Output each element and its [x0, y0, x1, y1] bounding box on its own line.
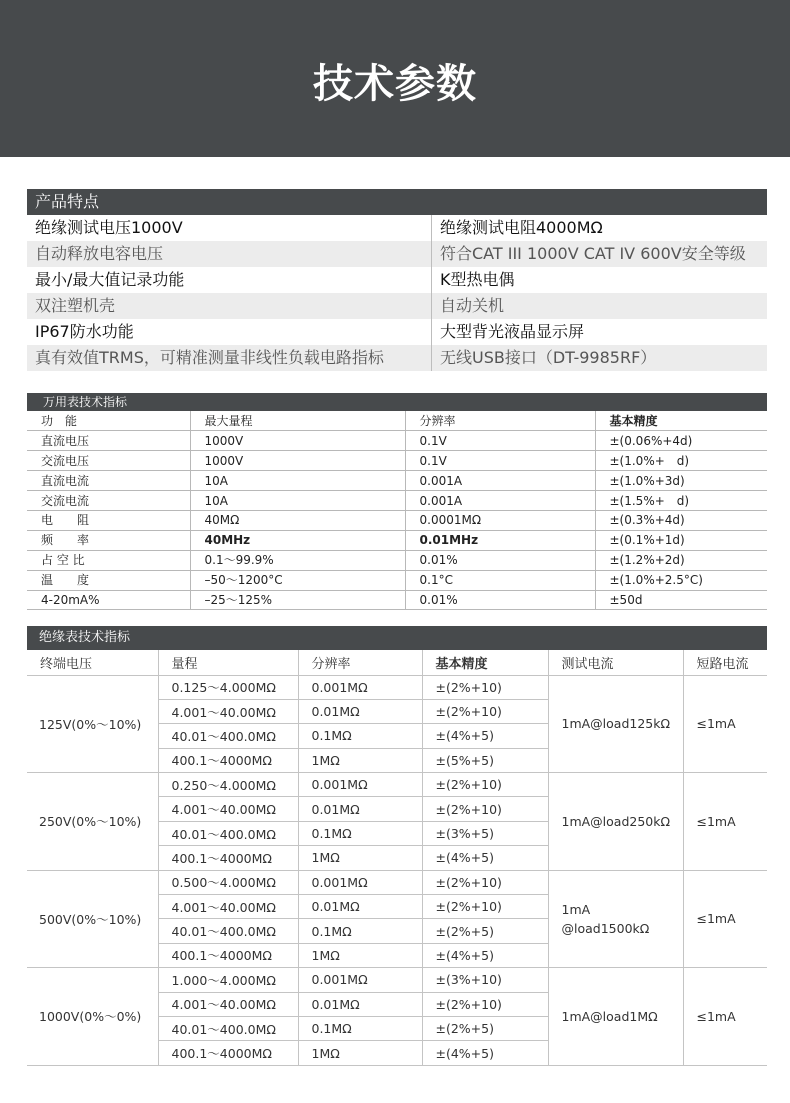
- insulation-section: [27, 626, 767, 1066]
- table-cell: 0.1MΩ: [298, 724, 422, 748]
- column-header: 分辨率: [405, 411, 595, 431]
- table-cell: ±(1.2%+2d): [595, 550, 767, 570]
- table-cell: 0.001MΩ: [298, 675, 422, 699]
- table-cell: 0.01MHz: [405, 530, 595, 550]
- table-cell: 0.01MΩ: [298, 992, 422, 1016]
- table-cell: 0.125～4.000MΩ: [158, 675, 298, 699]
- table-cell: ±(0.3%+4d): [595, 510, 767, 530]
- feature-item: 绝缘测试电压1000V: [27, 215, 432, 241]
- test-current: 1mA@load1MΩ: [548, 968, 683, 1066]
- table-cell: 0.01%: [405, 550, 595, 570]
- column-header: 最大量程: [190, 411, 405, 431]
- table-cell: –50～1200°C: [190, 570, 405, 590]
- column-header: 基本精度: [595, 411, 767, 431]
- table-cell: 1000V: [190, 451, 405, 471]
- short-circuit-current: ≤1mA: [683, 968, 767, 1066]
- table-cell: 0.1V: [405, 451, 595, 471]
- table-cell: ±(2%+10): [422, 992, 548, 1016]
- table-row: [27, 968, 767, 992]
- table-row: [27, 431, 767, 451]
- table-cell: 1MΩ: [298, 1041, 422, 1065]
- table-cell: ±(2%+5): [422, 1016, 548, 1040]
- multimeter-section: [27, 393, 767, 610]
- table-cell: 0.1MΩ: [298, 919, 422, 943]
- feature-row: [27, 241, 767, 267]
- test-current: 1mA@load250kΩ: [548, 773, 683, 871]
- feature-item: K型热电偶: [440, 270, 515, 289]
- table-cell: ±(2%+10): [422, 773, 548, 797]
- table-cell: 1MΩ: [298, 846, 422, 870]
- table-cell: ±(2%+10): [422, 699, 548, 723]
- table-row: [27, 570, 767, 590]
- terminal-voltage: 250V(0%～10%): [27, 773, 158, 871]
- table-cell: 交流电压: [27, 451, 190, 471]
- table-cell: ±(0.1%+1d): [595, 530, 767, 550]
- table-cell: ±(5%+5): [422, 748, 548, 772]
- table-cell: 0.001MΩ: [298, 870, 422, 894]
- column-header: 分辨率: [298, 650, 422, 675]
- table-cell: 4.001～40.00MΩ: [158, 895, 298, 919]
- feature-row: [27, 345, 767, 371]
- table-cell: 4.001～40.00MΩ: [158, 797, 298, 821]
- table-cell: 0.1MΩ: [298, 821, 422, 845]
- multimeter-heading: 万用表技术指标: [27, 393, 767, 411]
- table-cell: ±50d: [595, 590, 767, 610]
- title-banner: [0, 0, 790, 157]
- table-cell: 电 阻: [27, 510, 190, 530]
- column-header: 终端电压: [27, 650, 158, 675]
- table-row: [27, 773, 767, 797]
- feature-item: 绝缘测试电阻4000MΩ: [440, 218, 603, 237]
- terminal-voltage: 500V(0%～10%): [27, 870, 158, 968]
- table-cell: 1MΩ: [298, 943, 422, 967]
- feature-row: [27, 215, 767, 241]
- table-cell: 40.01～400.0MΩ: [158, 821, 298, 845]
- table-cell: –25～125%: [190, 590, 405, 610]
- table-row: [27, 451, 767, 471]
- feature-row: [27, 319, 767, 345]
- table-cell: 频 率: [27, 530, 190, 550]
- table-cell: 1000V: [190, 431, 405, 451]
- table-cell: 10A: [190, 471, 405, 491]
- table-cell: 0.001MΩ: [298, 968, 422, 992]
- table-cell: 1.000～4.000MΩ: [158, 968, 298, 992]
- table-cell: 0.500～4.000MΩ: [158, 870, 298, 894]
- table-cell: ±(2%+10): [422, 895, 548, 919]
- table-cell: ±(4%+5): [422, 724, 548, 748]
- column-header: 测试电流: [548, 650, 683, 675]
- table-cell: 400.1～4000MΩ: [158, 943, 298, 967]
- table-cell: 0.01MΩ: [298, 699, 422, 723]
- column-header: 基本精度: [422, 650, 548, 675]
- table-cell: ±(3%+5): [422, 821, 548, 845]
- table-cell: 直流电压: [27, 431, 190, 451]
- table-cell: 0.001A: [405, 491, 595, 511]
- test-current: 1mA@load125kΩ: [548, 675, 683, 773]
- feature-row: [27, 293, 767, 319]
- feature-item: 最小/最大值记录功能: [27, 267, 432, 293]
- table-cell: 0.01MΩ: [298, 797, 422, 821]
- table-cell: 4-20mA%: [27, 590, 190, 610]
- terminal-voltage: 125V(0%～10%): [27, 675, 158, 773]
- table-cell: ±(2%+5): [422, 919, 548, 943]
- table-cell: 0.1～99.9%: [190, 550, 405, 570]
- table-cell: ±(4%+5): [422, 1041, 548, 1065]
- column-header: 功 能: [27, 411, 190, 431]
- table-cell: 40MΩ: [190, 510, 405, 530]
- table-cell: ±(4%+5): [422, 943, 548, 967]
- table-cell: 交流电流: [27, 491, 190, 511]
- table-cell: ±(1.5%+ d): [595, 491, 767, 511]
- feature-item: 大型背光液晶显示屏: [440, 322, 585, 341]
- feature-item: 双注塑机壳: [27, 293, 432, 319]
- feature-row: [27, 267, 767, 293]
- table-row: [27, 675, 767, 699]
- table-cell: 0.01%: [405, 590, 595, 610]
- table-cell: ±(2%+10): [422, 870, 548, 894]
- test-current: 1mA @load1500kΩ: [548, 870, 683, 968]
- features-list: [27, 215, 767, 371]
- short-circuit-current: ≤1mA: [683, 675, 767, 773]
- table-cell: 0.1°C: [405, 570, 595, 590]
- table-cell: 占 空 比: [27, 550, 190, 570]
- column-header: 短路电流: [683, 650, 767, 675]
- table-cell: 0.1MΩ: [298, 1016, 422, 1040]
- terminal-voltage: 1000V(0%～0%): [27, 968, 158, 1066]
- table-cell: ±(2%+10): [422, 675, 548, 699]
- table-cell: ±(0.06%+4d): [595, 431, 767, 451]
- table-cell: 4.001～40.00MΩ: [158, 699, 298, 723]
- table-cell: 0.1V: [405, 431, 595, 451]
- table-cell: 0.0001MΩ: [405, 510, 595, 530]
- column-header: 量程: [158, 650, 298, 675]
- table-cell: ±(1.0%+ d): [595, 451, 767, 471]
- table-row: [27, 471, 767, 491]
- table-row: [27, 590, 767, 610]
- table-cell: 直流电流: [27, 471, 190, 491]
- table-cell: 4.001～40.00MΩ: [158, 992, 298, 1016]
- table-row: [27, 491, 767, 511]
- table-cell: 400.1～4000MΩ: [158, 1041, 298, 1065]
- feature-item: 无线USB接口（DT-9985RF）: [440, 348, 657, 367]
- table-cell: 0.250～4.000MΩ: [158, 773, 298, 797]
- table-row: [27, 870, 767, 894]
- page-title: 技术参数: [313, 61, 477, 107]
- table-row: [27, 530, 767, 550]
- feature-item: 真有效值TRMS，可精准测量非线性负载电路指标: [27, 345, 432, 371]
- features-section: [27, 189, 767, 371]
- table-cell: 40.01～400.0MΩ: [158, 1016, 298, 1040]
- table-cell: 400.1～4000MΩ: [158, 748, 298, 772]
- insulation-table: [27, 650, 767, 1066]
- insulation-heading: 绝缘表技术指标: [27, 626, 767, 650]
- table-header-row: [27, 411, 767, 431]
- short-circuit-current: ≤1mA: [683, 870, 767, 968]
- table-row: [27, 550, 767, 570]
- feature-item: 自动释放电容电压: [27, 241, 432, 267]
- multimeter-table: [27, 411, 767, 610]
- table-header-row: [27, 650, 767, 675]
- table-cell: 0.001A: [405, 471, 595, 491]
- table-cell: 0.001MΩ: [298, 773, 422, 797]
- table-cell: ±(2%+10): [422, 797, 548, 821]
- table-cell: ±(1.0%+2.5°C): [595, 570, 767, 590]
- feature-item: 自动关机: [440, 296, 505, 315]
- table-cell: 40.01～400.0MΩ: [158, 724, 298, 748]
- table-cell: ±(3%+10): [422, 968, 548, 992]
- table-cell: ±(1.0%+3d): [595, 471, 767, 491]
- table-cell: 0.01MΩ: [298, 895, 422, 919]
- feature-item: 符合CAT III 1000V CAT IV 600V安全等级: [440, 244, 746, 263]
- table-cell: 400.1～4000MΩ: [158, 846, 298, 870]
- short-circuit-current: ≤1mA: [683, 773, 767, 871]
- table-cell: 40MHz: [190, 530, 405, 550]
- table-cell: 1MΩ: [298, 748, 422, 772]
- feature-item: IP67防水功能: [27, 319, 432, 345]
- table-cell: 温 度: [27, 570, 190, 590]
- table-row: [27, 510, 767, 530]
- table-cell: 10A: [190, 491, 405, 511]
- table-cell: 40.01～400.0MΩ: [158, 919, 298, 943]
- features-heading: 产品特点: [27, 189, 767, 215]
- table-cell: ±(4%+5): [422, 846, 548, 870]
